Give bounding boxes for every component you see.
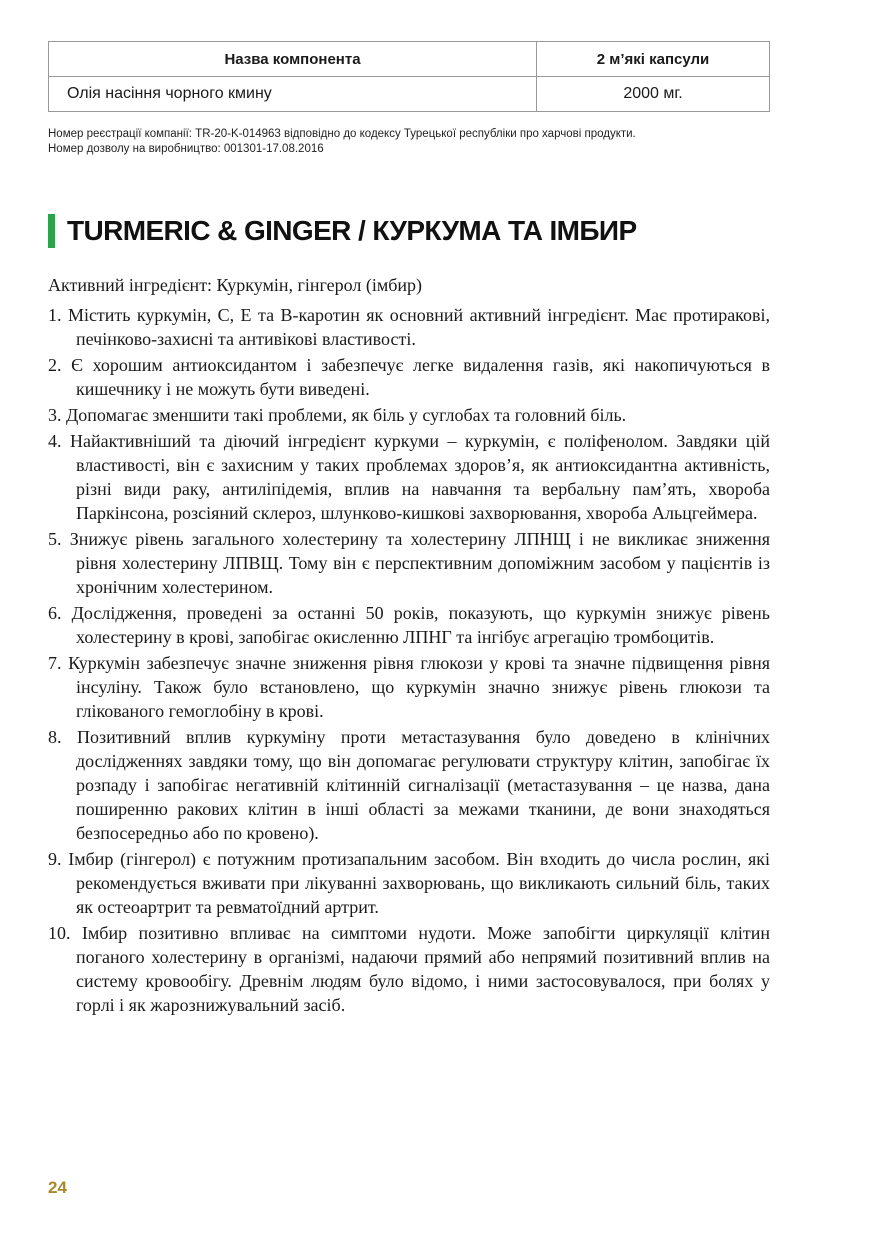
list-item (48, 651, 770, 723)
list-item (48, 403, 770, 427)
page-number: 24 (48, 1178, 67, 1197)
list-item-number: 6. (48, 603, 62, 623)
list-item-number: 3. (48, 405, 62, 425)
list-item (48, 527, 770, 599)
list-item-number: 10. (48, 923, 71, 943)
registration-info (48, 127, 808, 157)
list-item-text: Містить куркумін, C, E та B-каротин як основний активний інгредієнт. Має протиракові, печінково-захисні та антивікові властивості. (67, 305, 771, 349)
list-item (48, 921, 770, 1017)
list-item-text: Допомагає зменшити такі проблеми, як біль у суглобах та головний біль. (66, 405, 627, 425)
list-item-number: 5. (48, 529, 62, 549)
section-heading (48, 212, 637, 250)
list-item-text: Найактивніший та діючий інгредієнт куркуми – куркумін, є поліфенолом. Завдяки цій властивості, він є захисним у таких проблемах здоров’я, як антиоксидантна активність, різні види раку, антиліпідемія, вплив на навчання та вербальну пам’ять, хвороба Паркінсона, розсіяний склероз, шлунково-кишкові захворювання, хвороба Альцгеймера. (69, 431, 770, 523)
list-item-text: Куркумін забезпечує значне зниження рівня глюкози у крові та значне підвищення рівня інсуліну. Також було встановлено, що куркумін значно знижує рівень глюкози та глікованого гемоглобіну в крові. (68, 653, 771, 721)
list-item-number: 2. (48, 355, 62, 375)
table-cell-dose: 2000 мг. (537, 77, 770, 112)
company-registration: Номер реєстрації компанії: TR-20-K-014963 відповідно до кодексу Турецької республіки про харчові продукти. (48, 128, 636, 140)
active-ingredient: Активний інгредієнт: Куркумін, гінгерол (імбир) (48, 275, 423, 295)
benefits-list (48, 303, 770, 1019)
list-item (48, 601, 770, 649)
list-item-number: 7. (48, 653, 62, 673)
production-permit: Номер дозволу на виробництво: 001301-17.08.2016 (48, 143, 324, 155)
list-item (48, 429, 770, 525)
list-item-number: 9. (48, 849, 62, 869)
list-item-text: Позитивний вплив куркуміну проти метастазування було доведено в клінічних дослідженнях завдяки тому, що він допомагає регулювати структуру клітин, запобігає їх розпаду і запобігає негативній клітинній сигналізації (метастазування – це назва, дана поширенню ракових клітин в інші області за межами тканини, де вони знаходяться безпосередньо або по кровено). (76, 727, 771, 843)
table-header-row (49, 42, 770, 77)
table-cell-component: Олія насіння чорного кмину (49, 77, 537, 112)
list-item (48, 847, 770, 919)
section-title: TURMERIC & GINGER / КУРКУМА ТА ІМБИР (67, 215, 637, 246)
list-item-number: 8. (48, 727, 62, 747)
ingredients-table (48, 41, 770, 112)
table-header-component: Назва компонента (49, 42, 537, 77)
list-item (48, 725, 770, 845)
accent-bar (48, 214, 55, 248)
list-item-text: Імбир (гінгерол) є потужним протизапальним засобом. Він входить до числа рослин, які рекомендується вживати при лікуванні захворювань, що викликають сильний біль, таких як остеоартрит та ревматоїдний артрит. (68, 849, 771, 917)
list-item-text: Імбир позитивно впливає на симптоми нудоти. Може запобігти циркуляції клітин поганого холестерину в організмі, надаючи прямий або непрямий позитивний вплив на систему кровообігу. Древнім людям було відомо, і ними застосовувалося, при болях у горлі і як жарознижувальний засіб. (76, 923, 770, 1015)
list-item-number: 1. (48, 305, 62, 325)
list-item-text: Дослідження, проведені за останні 50 років, показують, що куркумін знижує рівень холестерину в крові, запобігає окисленню ЛПНГ та інгібує агрегацію тромбоцитів. (71, 603, 771, 647)
table-header-dose: 2 м’які капсули (537, 42, 770, 77)
list-item (48, 303, 770, 351)
list-item (48, 353, 770, 401)
list-item-text: Є хорошим антиоксидантом і забезпечує легке видалення газів, які накопичуються в кишечнику і не можуть бути виведені. (71, 355, 770, 399)
list-item-number: 4. (48, 431, 62, 451)
table-row (49, 77, 770, 112)
list-item-text: Знижує рівень загального холестерину та холестерину ЛПНЩ і не викликає зниження рівня холестерину ЛПВЩ. Тому він є перспективним допоміжним засобом у пацієнтів із хронічним холестерином. (69, 529, 770, 597)
